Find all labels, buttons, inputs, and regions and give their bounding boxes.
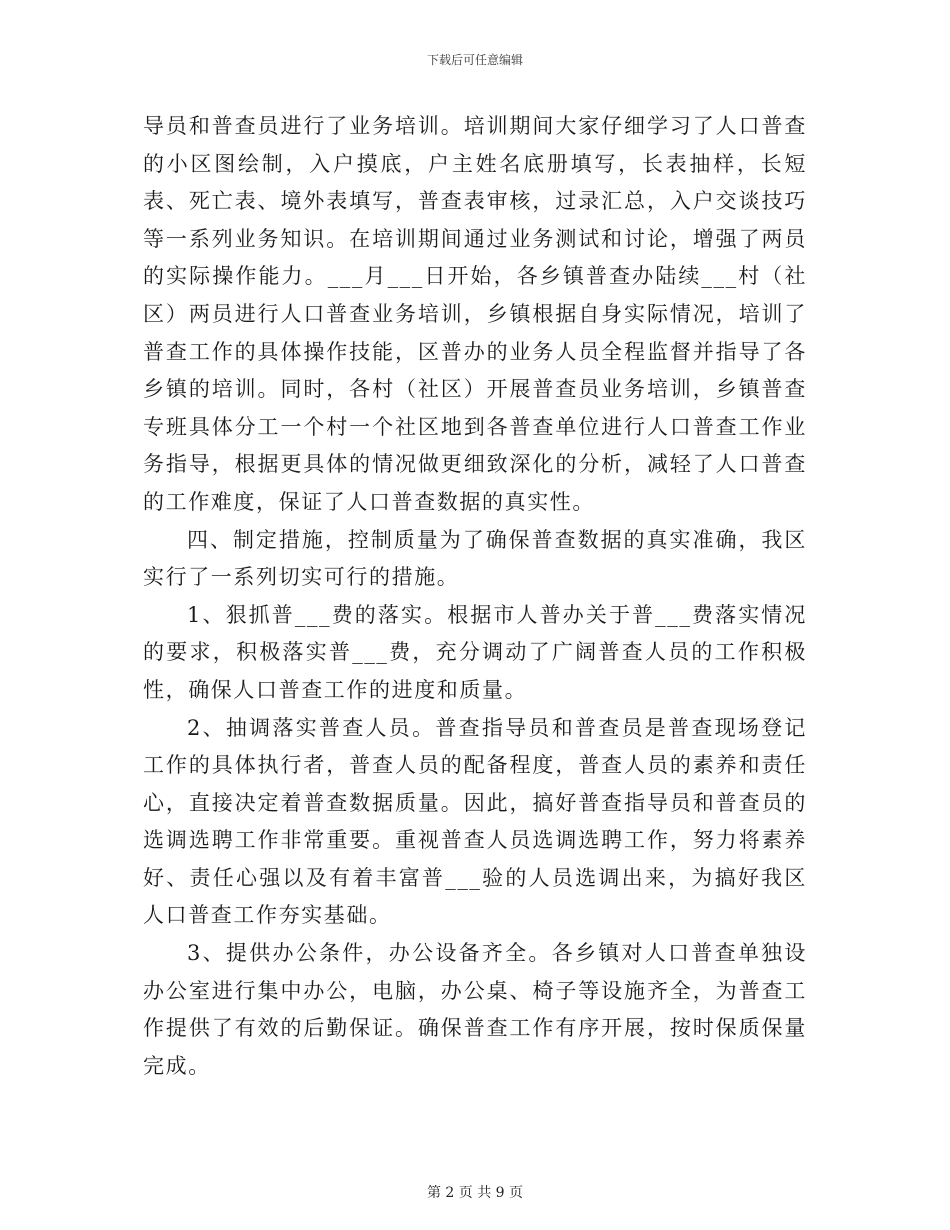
document-body [143, 108, 807, 1085]
paragraph-section-four-heading: 四、制定措施，控制质量为了确保普查数据的真实准确，我区实行了一系列切实可行的措施。 [143, 527, 807, 590]
paragraph-measure-staffing: 2、抽调落实普查人员。普查指导员和普查员是普查现场登记工作的具体执行者，普查人员的配备程度，普查人员的素养和责任心，直接决定着普查数据质量。因此，搞好普查指导员和普查员的选调选聘工作非常重要。重视普查人员选调选聘工作，努力将素养好、责任心强以及有着丰富普___验的人员选调出来，为搞好我区人口普查工作夯实基础。 [143, 715, 807, 928]
paragraph-measure-funding: 1、狠抓普___费的落实。根据市人普办关于普___费落实情况的要求，积极落实普___费，充分调动了广阔普查人员的工作积极性，确保人口普查工作的进度和质量。 [143, 602, 807, 702]
page-number: 第 2 页 共 9 页 [426, 1185, 524, 1201]
paragraph-measure-office: 3、提供办公条件，办公设备齐全。各乡镇对人口普查单独设办公室进行集中办公，电脑，办公桌、椅子等设施齐全，为普查工作提供了有效的后勤保证。确保普查工作有序开展，按时保质保量完成。 [143, 941, 807, 1078]
paragraph-training-continued: 导员和普查员进行了业务培训。培训期间大家仔细学习了人口普查的小区图绘制，入户摸底，户主姓名底册填写，长表抽样，长短表、死亡表、境外表填写，普查表审核，过录汇总，入户交谈技巧等一系列业务知识。在培训期间通过业务测试和讨论，增强了两员的实际操作能力。___月___日开始，各乡镇普查办陆续___村（社区）两员进行人口普查业务培训，乡镇根据自身实际情况，培训了普查工作的具体操作技能，区普办的业务人员全程监督并指导了各乡镇的培训。同时，各村（社区）开展普查员业务培训，乡镇普查专班具体分工一个村一个社区地到各普查单位进行人口普查工作业务指导，根据更具体的情况做更细致深化的分析，减轻了人口普查的工作难度，保证了人口普查数据的真实性。 [143, 114, 807, 514]
page-header-note: 下载后可任意编辑 [426, 53, 523, 67]
